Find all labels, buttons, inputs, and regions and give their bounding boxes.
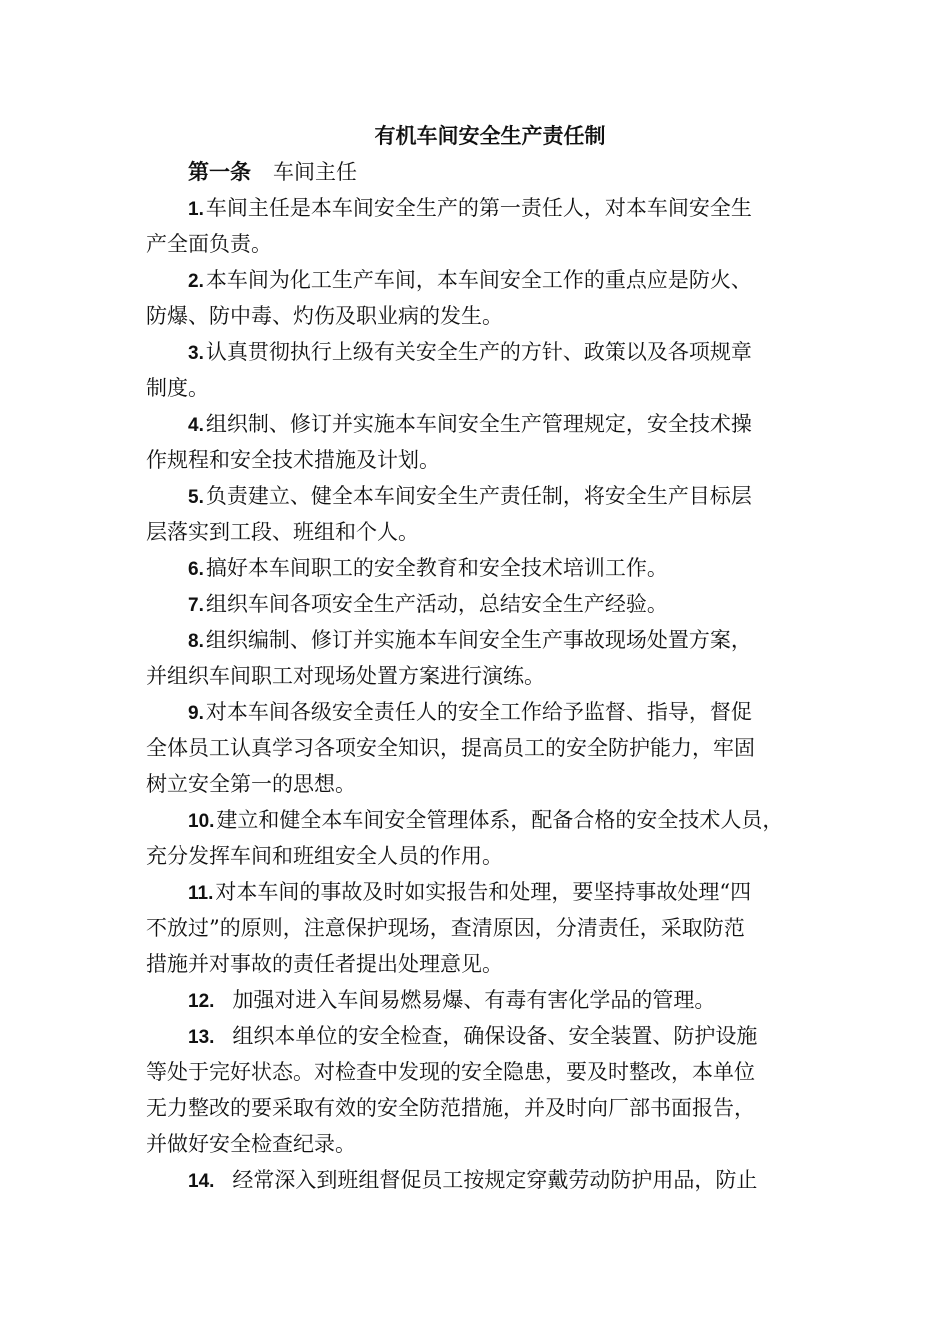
item-text: 全体员工认真学习各项安全知识，提高员工的安全防护能力，牢固: [146, 736, 755, 760]
item-text: 制度。: [146, 376, 209, 400]
item-text: 对本车间各级安全责任人的安全工作给予监督、指导，督促: [205, 700, 752, 724]
article-label: 第一条: [188, 159, 251, 184]
item-text: 组织编制、修订并实施本车间安全生产事故现场处置方案，: [205, 628, 752, 652]
article-title: 车间主任: [273, 160, 357, 184]
item-line: [146, 226, 810, 262]
item-text: 负责建立、健全本车间安全生产责任制，将安全生产目标层: [205, 484, 752, 508]
item-text: 组织车间各项安全生产活动，总结安全生产经验。: [205, 592, 668, 616]
item-text: 层落实到工段、班组和个人。: [146, 520, 419, 544]
item-number: 14.: [188, 1171, 215, 1192]
item-text: 防爆、防中毒、灼伤及职业病的发生。: [146, 304, 503, 328]
item-line: [146, 1162, 810, 1198]
item-line: [146, 1054, 810, 1090]
item-number: 6.: [188, 559, 204, 580]
article-heading: [146, 154, 810, 190]
document-page: [146, 118, 810, 1198]
item-number: 10.: [188, 811, 215, 832]
item-text: 搞好本车间职工的安全教育和安全技术培训工作。: [205, 556, 668, 580]
list-item: [146, 874, 810, 982]
item-line: [146, 838, 810, 874]
list-item: [146, 694, 810, 802]
list-item: [146, 1018, 810, 1162]
item-text: 加强对进入车间易燃易爆、有毒有害化学品的管理。: [232, 988, 716, 1012]
item-line: [146, 550, 810, 586]
item-text: 等处于完好状态。对检查中发现的安全隐患，要及时整改，本单位: [146, 1060, 755, 1084]
item-line: [146, 694, 810, 730]
item-number: 1.: [188, 199, 204, 220]
item-line: [146, 478, 810, 514]
item-text: 组织本单位的安全检查，确保设备、安全装置、防护设施: [232, 1024, 758, 1048]
list-item: [146, 1162, 810, 1198]
item-text: 组织制、修订并实施本车间安全生产管理规定，安全技术操: [205, 412, 752, 436]
item-line: [146, 262, 810, 298]
item-line: [146, 1018, 810, 1054]
item-number: 4.: [188, 415, 204, 436]
list-item: [146, 334, 810, 406]
item-text: 作规程和安全技术措施及计划。: [146, 448, 440, 472]
item-line: [146, 442, 810, 478]
item-number: 9.: [188, 703, 204, 724]
list-item: [146, 550, 810, 586]
item-list: [146, 190, 810, 1198]
item-line: [146, 622, 810, 658]
item-text: 产全面负责。: [146, 232, 272, 256]
item-number: 12.: [188, 991, 215, 1012]
item-line: [146, 406, 810, 442]
item-text: 措施并对事故的责任者提出处理意见。: [146, 952, 503, 976]
item-text: 并做好安全检查纪录。: [146, 1132, 356, 1156]
item-text: 树立安全第一的思想。: [146, 772, 356, 796]
item-line: [146, 334, 810, 370]
item-line: [146, 298, 810, 334]
list-item: [146, 406, 810, 478]
list-item: [146, 478, 810, 550]
list-item: [146, 622, 810, 694]
item-line: [146, 514, 810, 550]
item-text: 无力整改的要采取有效的安全防范措施，并及时向厂部书面报告，: [146, 1096, 755, 1120]
list-item: [146, 586, 810, 622]
item-number: 5.: [188, 487, 204, 508]
item-number: 3.: [188, 343, 204, 364]
item-line: [146, 730, 810, 766]
item-line: [146, 874, 810, 910]
list-item: [146, 982, 810, 1018]
item-text: 认真贯彻执行上级有关安全生产的方针、政策以及各项规章: [205, 340, 752, 364]
item-number: 7.: [188, 595, 204, 616]
item-text: 建立和健全本车间安全管理体系，配备合格的安全技术人员，: [216, 808, 784, 832]
list-item: [146, 190, 810, 262]
list-item: [146, 802, 810, 874]
item-text: 车间主任是本车间安全生产的第一责任人，对本车间安全生: [205, 196, 752, 220]
item-line: [146, 766, 810, 802]
item-text: 经常深入到班组督促员工按规定穿戴劳动防护用品，防止: [232, 1168, 758, 1192]
item-line: [146, 910, 810, 946]
item-text: 充分发挥车间和班组安全人员的作用。: [146, 844, 503, 868]
document-title: 有机车间安全生产责任制: [374, 123, 606, 148]
item-line: [146, 370, 810, 406]
item-line: [146, 982, 810, 1018]
item-text: 本车间为化工生产车间，本车间安全工作的重点应是防火、: [205, 268, 752, 292]
item-number: 2.: [188, 271, 204, 292]
item-text: 对本车间的事故及时如实报告和处理，要坚持事故处理“四: [215, 880, 752, 904]
item-text: 不放过”的原则，注意保护现场，查清原因，分清责任，采取防范: [146, 916, 745, 940]
item-line: [146, 1126, 810, 1162]
item-number: 8.: [188, 631, 204, 652]
item-line: [146, 946, 810, 982]
item-number: 13.: [188, 1027, 215, 1048]
list-item: [146, 262, 810, 334]
item-text: 并组织车间职工对现场处置方案进行演练。: [146, 664, 545, 688]
item-line: [146, 190, 810, 226]
item-number: 11.: [188, 883, 214, 904]
item-line: [146, 1090, 810, 1126]
item-line: [146, 802, 810, 838]
item-line: [146, 586, 810, 622]
item-line: [146, 658, 810, 694]
